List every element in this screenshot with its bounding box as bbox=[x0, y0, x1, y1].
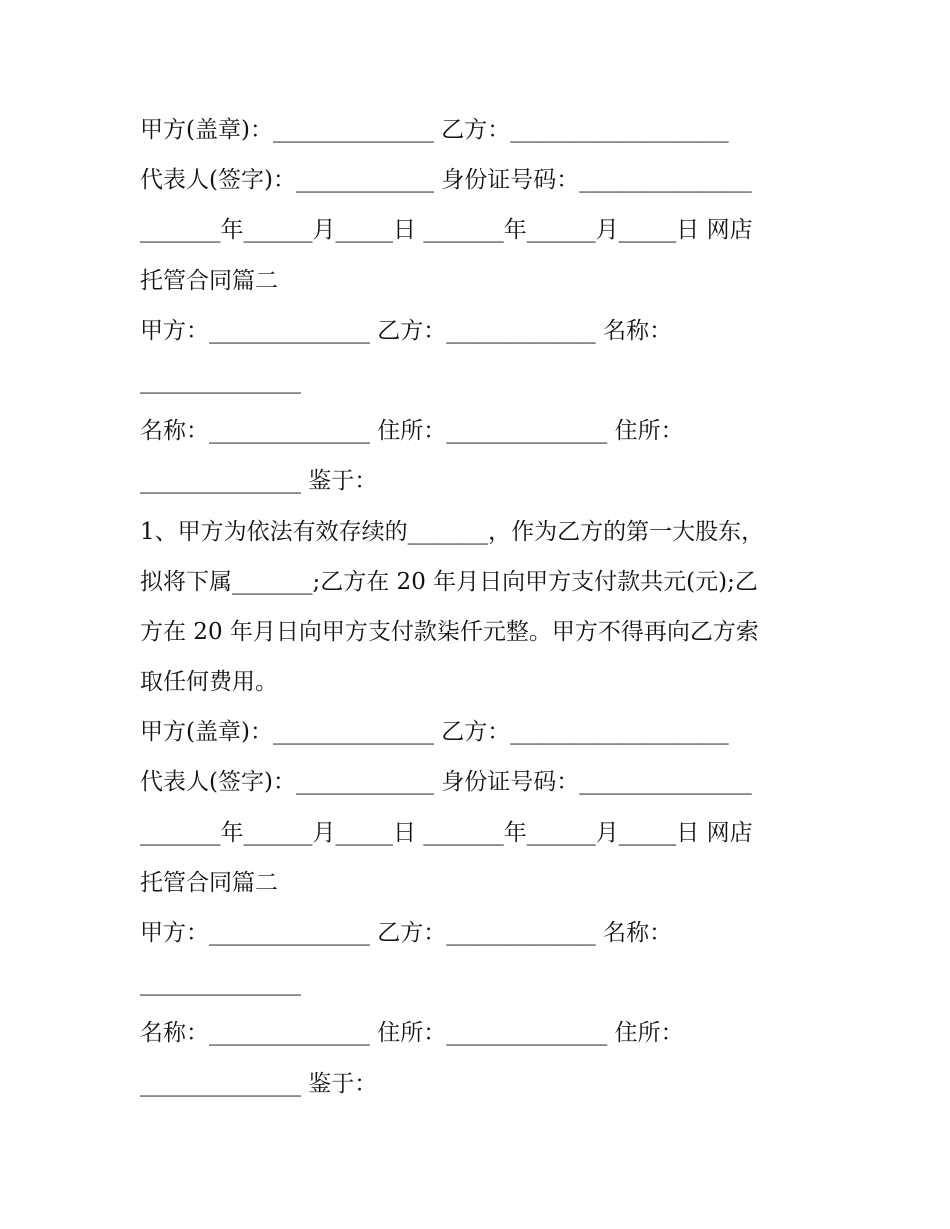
party-line: 甲方：______________ 乙方：_____________ 名称： bbox=[140, 920, 673, 946]
name-address-line: 名称：______________ 住所：______________ 住所： bbox=[140, 1020, 684, 1047]
name-address-line: 名称：______________ 住所：______________ 住所： bbox=[140, 418, 684, 445]
section-title: 托管合同篇二 bbox=[140, 869, 278, 896]
clause-1-line-2: 拟将下属_______;乙方在 20 年月日向甲方支付款共元(元);乙 bbox=[140, 568, 758, 595]
section-title: 托管合同篇二 bbox=[140, 267, 278, 294]
blank-line: ______________ bbox=[140, 970, 301, 997]
document-body bbox=[140, 105, 800, 1109]
date-line: _______年______月_____日 _______年______月_____日 网店 bbox=[140, 819, 753, 846]
sign-line-party-a-seal: 甲方(盖章)：______________ 乙方：___________________ bbox=[140, 117, 729, 143]
clause-1-line-1: 1、甲方为依法有效存续的_______，作为乙方的第一大股东， bbox=[140, 518, 765, 545]
sign-line-representative: 代表人(签字)：____________ 身份证号码：_______________ bbox=[140, 769, 752, 796]
sign-line-party-a-seal: 甲方(盖章)：______________ 乙方：___________________ bbox=[140, 719, 729, 746]
blank-line: ______________ bbox=[140, 367, 301, 394]
clause-1-line-4: 取任何费用。 bbox=[140, 669, 278, 696]
party-line: 甲方：______________ 乙方：_____________ 名称： bbox=[140, 317, 673, 344]
clause-1-line-3: 方在 20 年月日向甲方支付款柒仟元整。甲方不得再向乙方索 bbox=[140, 618, 759, 645]
whereas-line: ______________ 鉴于： bbox=[140, 1070, 378, 1097]
date-line: _______年______月_____日 _______年______月_____日 网店 bbox=[140, 217, 753, 244]
sign-line-representative: 代表人(签字)：____________ 身份证号码：_______________ bbox=[140, 167, 752, 194]
whereas-line: ______________ 鉴于： bbox=[140, 468, 378, 495]
